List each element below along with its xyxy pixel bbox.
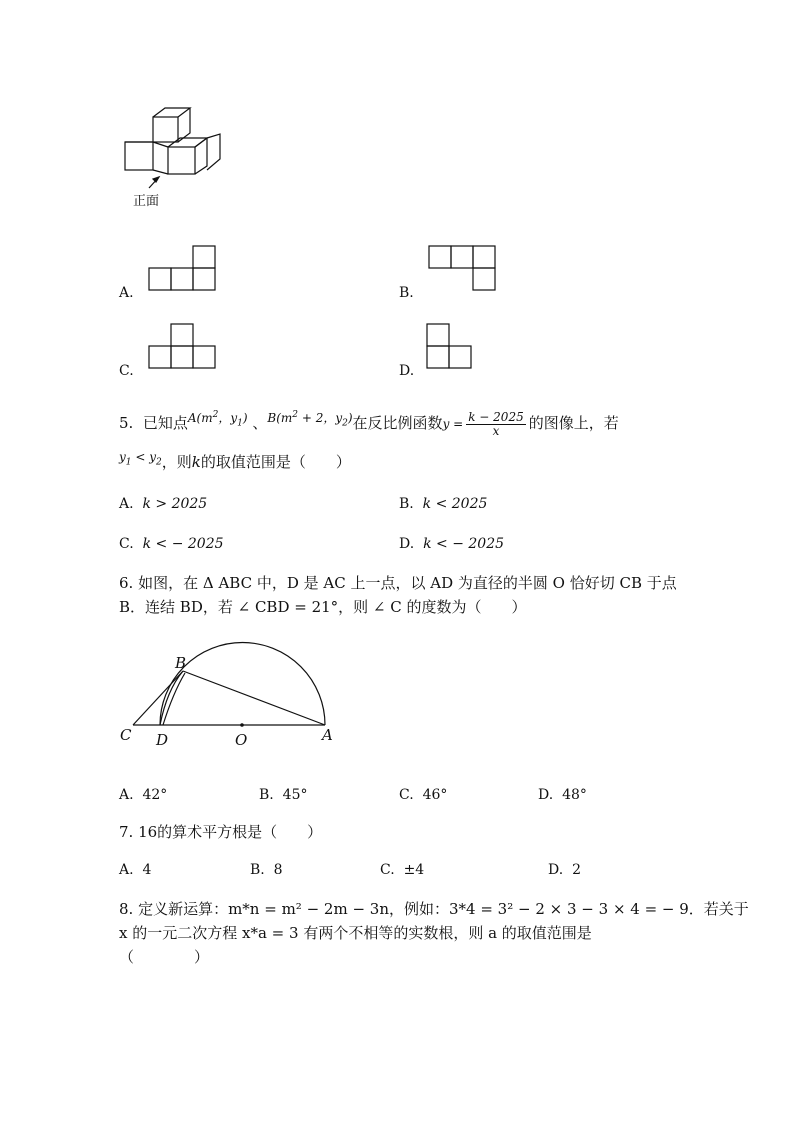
- q4-option-c-figure: [148, 323, 218, 371]
- q5-b-y: y: [335, 411, 343, 425]
- q5-text-3: 的图像上，若: [528, 414, 619, 432]
- q6-label-d: D: [156, 731, 169, 749]
- q6-option-d-text: 48°: [562, 787, 587, 803]
- q5-option-b-text: k < 2025: [422, 496, 488, 512]
- q7-option-c-text: ±4: [403, 862, 425, 878]
- q7-option-c: [380, 861, 424, 879]
- q4-option-a-figure: [148, 245, 218, 293]
- q6-label-b: B: [175, 654, 187, 672]
- q5-option-a-letter: A.: [119, 496, 134, 512]
- q5-frac-numerator: k − 2025: [468, 409, 524, 424]
- q5-option-d: [399, 535, 504, 553]
- q5-option-b: [399, 495, 487, 513]
- q5-y-equals: y =: [442, 417, 464, 431]
- q7-option-d: [548, 861, 581, 879]
- q5-point-b: B: [267, 411, 277, 425]
- q6-option-c: [399, 786, 447, 804]
- q6-geometry-figure: [115, 645, 345, 745]
- q6-option-b: [259, 786, 307, 804]
- q6-option-a-text: 42°: [142, 787, 168, 803]
- q5-b-plus: + 2，: [298, 411, 336, 425]
- front-arrow-icon: [145, 172, 165, 192]
- q5-b-sub: 2: [342, 418, 348, 429]
- q5-b-exp: 2: [292, 410, 299, 420]
- q8-answer-blank: （ ）: [119, 948, 210, 966]
- q4-option-d-letter: D.: [399, 363, 415, 379]
- q5-option-d-letter: D.: [399, 536, 415, 552]
- q4-option-c-letter: C.: [119, 363, 134, 379]
- q7-stem: 7. 16的算术平方根是（ ）: [119, 823, 323, 841]
- q7-option-a-letter: A.: [119, 862, 134, 878]
- q5-fraction: [466, 411, 526, 438]
- q5-k: k: [191, 453, 201, 471]
- q7-option-d-letter: D.: [548, 862, 564, 878]
- q6-label-o: O: [235, 731, 248, 749]
- q5-text-5: 的取值范围是（ ）: [200, 453, 351, 471]
- q5-a-sub: 1: [237, 418, 243, 429]
- q7-option-b-text: 8: [273, 862, 283, 878]
- q5-number: 5.: [119, 414, 134, 432]
- q5-y2-sub: 2: [155, 457, 162, 468]
- q6-option-d: [538, 786, 587, 804]
- q5-separator: 、: [252, 414, 268, 432]
- q5-a-m: m: [201, 411, 213, 425]
- q5-b-m: m: [280, 411, 293, 425]
- q5-option-c-letter: C.: [119, 536, 134, 552]
- q5-text-2: 在反比例函数: [352, 414, 443, 432]
- q5-a-exp: 2: [212, 410, 219, 420]
- q5-stem-line2: [119, 447, 351, 472]
- q7-option-c-letter: C.: [380, 862, 395, 878]
- q7-option-a-text: 4: [142, 862, 152, 878]
- q5-option-b-letter: B.: [399, 496, 414, 512]
- q6-option-b-text: 45°: [282, 787, 308, 803]
- q5-text-4: ，则: [161, 453, 192, 471]
- q4-option-b-letter: B.: [399, 285, 414, 301]
- q7-option-b: [250, 861, 283, 879]
- q7-option-a: [119, 861, 151, 879]
- q7-option-d-text: 2: [572, 862, 582, 878]
- q5-option-a-text: k > 2025: [142, 496, 208, 512]
- q7-option-b-letter: B.: [250, 862, 265, 878]
- q5-lt: <: [131, 450, 150, 464]
- q6-option-d-letter: D.: [538, 787, 554, 803]
- q8-stem-line2: x 的一元二次方程 x*a = 3 有两个不相等的实数根，则 a 的取值范围是: [119, 924, 592, 942]
- q5-y1: y: [119, 450, 126, 464]
- q5-y2: y: [149, 450, 156, 464]
- q6-stem-line1: 6. 如图，在 Δ ABC 中，D 是 AC 上一点，以 AD 为直径的半圆 O 恰好切 CB 于点: [119, 574, 677, 592]
- q4-option-b-figure: [428, 245, 498, 293]
- cube-stack-figure: [120, 104, 230, 179]
- q4-option-a-letter: A.: [119, 285, 134, 301]
- q6-label-a: A: [322, 726, 333, 744]
- front-label: 正面: [133, 194, 160, 209]
- q5-text-1: 已知点: [142, 414, 188, 432]
- q5-stem-line1: 5. 已知点$^{A(m^2,y_1)}$ 、$^{B(m^2 + 2,y_2)}$在反比例函数y = $\frac{k - 2025}{x}$ 的图像上，若: [119, 409, 619, 438]
- q5-a-y: y: [230, 411, 238, 425]
- q5-y1-sub: 1: [125, 457, 132, 468]
- q5-option-c: [119, 535, 224, 553]
- q4-option-d-figure: [426, 323, 476, 371]
- q5-option-d-text: k < − 2025: [423, 536, 505, 552]
- q6-option-b-letter: B.: [259, 787, 274, 803]
- q6-option-c-letter: C.: [399, 787, 414, 803]
- q5-option-a: [119, 495, 207, 513]
- q5-point-a: A: [187, 411, 197, 425]
- q6-stem-line2: B．连结 BD，若 ∠ CBD = 21°，则 ∠ C 的度数为（ ）: [119, 598, 527, 616]
- q8-stem-line1: 8. 定义新运算：m*n = m² − 2m − 3n，例如：3*4 = 3² − 2 × 3 − 3 × 4 = − 9．若关于: [119, 900, 749, 918]
- q5-option-c-text: k < − 2025: [142, 536, 224, 552]
- q5-a-comma: ，: [218, 411, 231, 425]
- q5-frac-denominator: x: [492, 423, 500, 438]
- q6-option-a: [119, 786, 167, 804]
- q6-label-c: C: [120, 726, 132, 744]
- q6-option-a-letter: A.: [119, 787, 134, 803]
- q6-option-c-text: 46°: [422, 787, 448, 803]
